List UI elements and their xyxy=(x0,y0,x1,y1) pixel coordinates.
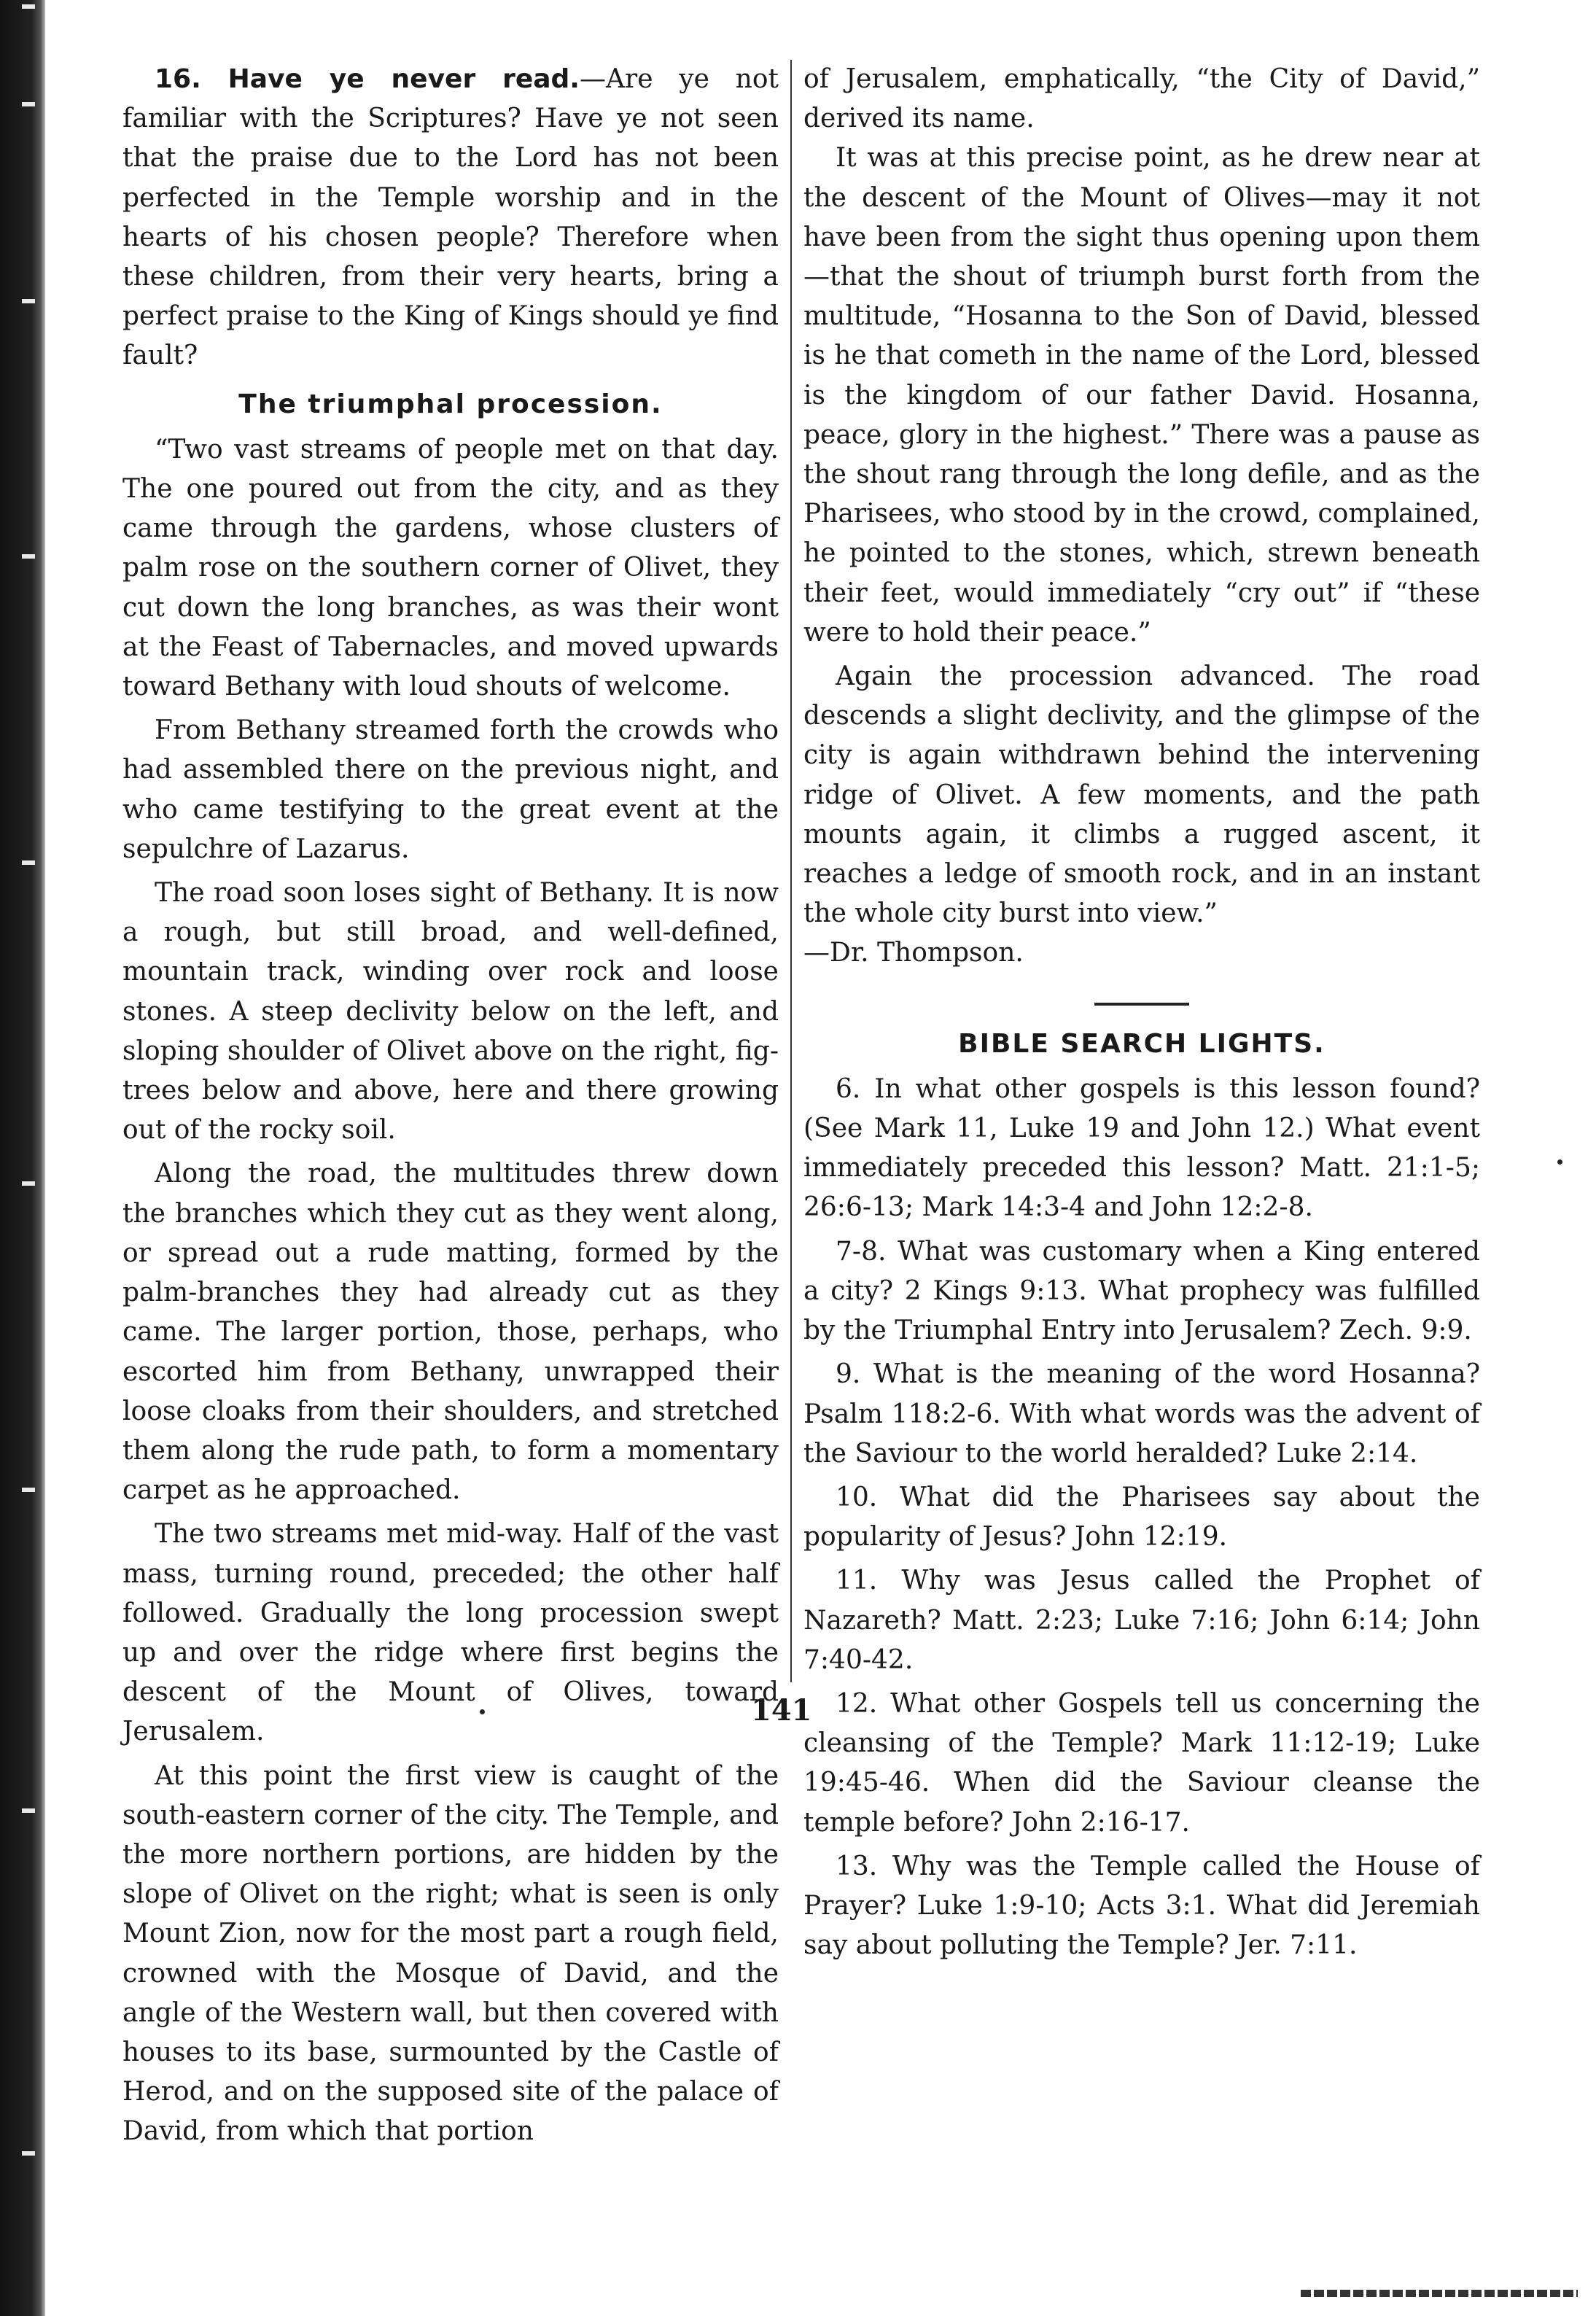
question-16 xyxy=(122,60,779,376)
section-heading-bible-search-lights: BIBLE SEARCH LIGHTS. xyxy=(958,1028,1326,1059)
body-paragraph: The two streams met mid-way. Half of the vast mass, turning round, preceded; the other half followed. Gradually the long procession swept up and over the ridge where first begins the descent of the Mount of Olives, toward Jerusalem. xyxy=(122,1519,779,1747)
question-item: 9. What is the meaning of the word Hosanna? Psalm 118:2-6. With what words was the advent of the Saviour to the world heralded? Luke 2:14. xyxy=(803,1359,1480,1469)
page-number: 141 xyxy=(751,1693,812,1728)
column-divider xyxy=(790,60,792,1682)
print-speck xyxy=(1557,1159,1562,1165)
question-16-text: —Are ye not familiar with the Scriptures? Have ye not seen that the praise due to the Lord has not been perfected in the Temple worship and in the hearts of his chosen people? Therefore when these children, from their very hearts, bring a perfect praise to the King of Kings should ye find fault? xyxy=(122,64,779,371)
section-heading-triumphal-procession: The triumphal procession. xyxy=(238,389,663,419)
continuation-paragraph: of Jerusalem, emphatically, “the City of David,” derived its name. xyxy=(803,64,1480,134)
question-item: 7-8. What was customary when a King entered a city? 2 Kings 9:13. What prophecy was fulfilled by the Triumphal Entry into Jerusalem? Zech. 9:9. xyxy=(803,1236,1480,1346)
print-speck xyxy=(480,1709,485,1714)
question-item: 6. In what other gospels is this lesson found? (See Mark 11, Luke 19 and John 12.) What event immediately preceded this lesson? Matt. 21:1-5; 26:6-13; Mark 14:3-4 and John 12:2-8. xyxy=(803,1073,1480,1223)
question-item: 11. Why was Jesus called the Prophet of Nazareth? Matt. 2:23; Luke 7:16; John 6:14; John 7:40-42. xyxy=(803,1566,1480,1675)
section-separator-rule xyxy=(1094,1003,1189,1006)
question-item: 12. What other Gospels tell us concerning the cleansing of the Temple? Mark 11:12-19; Luke 19:45-46. When did the Saviour cleanse the temple before? John 2:16-17. xyxy=(803,1688,1480,1838)
body-paragraph: From Bethany streamed forth the crowds who had assembled there on the previous night, and who came testifying to the great event at the sepulchre of Lazarus. xyxy=(122,715,779,864)
attribution: —Dr. Thompson. xyxy=(803,938,1024,968)
left-column xyxy=(122,60,779,2152)
body-paragraph: It was at this precise point, as he drew near at the descent of the Mount of Olives—may it not have been from the sight thus opening upon them—that the shout of triumph burst forth from the multitude, “Hosanna to the Son of David, blessed is he that cometh in the name of the Lord, blessed is the kingdom of our father David. Hosanna, peace, glory in the highest.” There was a pause as the shout rang through the long defile, and as the Pharisees, who stood by in the crowd, complained, he pointed to the stones, which, strewn beneath their feet, would immediately “cry out” if “these were to hold their peace.” xyxy=(803,143,1480,648)
body-paragraph: At this point the first view is caught of the south-eastern corner of the city. The Temple, and the more northern portions, are hidden by the slope of Olivet on the right; what is seen is only Mount Zion, now for the most part a rough field, crowned with the Mosque of David, and the angle of the Western wall, but then covered with houses to its base, surmounted by the Castle of Herod, and on the supposed site of the palace of David, from which that portion xyxy=(122,1760,779,2147)
body-paragraph: “Two vast streams of people met on that day. The one poured out from the city, and as they came through the gardens, whose clusters of palm rose on the southern corner of Olivet, they cut down the long branches, as was their wont at the Feast of Tabernacles, and moved upwards toward Bethany with loud shouts of welcome. xyxy=(122,434,779,702)
body-paragraph: Again the procession advanced. The road descends a slight declivity, and the glimpse of the city is again withdrawn behind the intervening ridge of Olivet. A few moments, and the path mounts again, it climbs a rugged ascent, it reaches a ledge of smooth rock, and in an instant the whole city burst into view.” xyxy=(803,661,1480,929)
question-item: 13. Why was the Temple called the House of Prayer? Luke 1:9-10; Acts 3:1. What did Jeremiah say about polluting the Temple? Jer. 7:11. xyxy=(803,1851,1480,1961)
corner-rule xyxy=(1301,2290,1578,2297)
body-paragraph: The road soon loses sight of Bethany. It is now a rough, but still broad, and well-defined, mountain track, winding over rock and loose stones. A steep declivity below on the left, and sloping shoulder of Olivet above on the right, fig-trees below and above, here and there growing out of the rocky soil. xyxy=(122,878,779,1146)
question-item: 10. What did the Pharisees say about the popularity of Jesus? John 12:19. xyxy=(803,1482,1480,1553)
binding-edge xyxy=(0,0,45,2316)
body-paragraph: Along the road, the multitudes threw down the branches which they cut as they went along, or spread out a rude matting, formed by the palm-branches they had already cut as they came. The larger portion, those, perhaps, who escorted him from Bethany, unwrapped their loose cloaks from their shoulders, and stretched them along the rude path, to form a momentary carpet as he approached. xyxy=(122,1159,779,1506)
right-column xyxy=(803,60,1480,1965)
question-16-lead: 16. Have ye never read. xyxy=(155,64,580,94)
